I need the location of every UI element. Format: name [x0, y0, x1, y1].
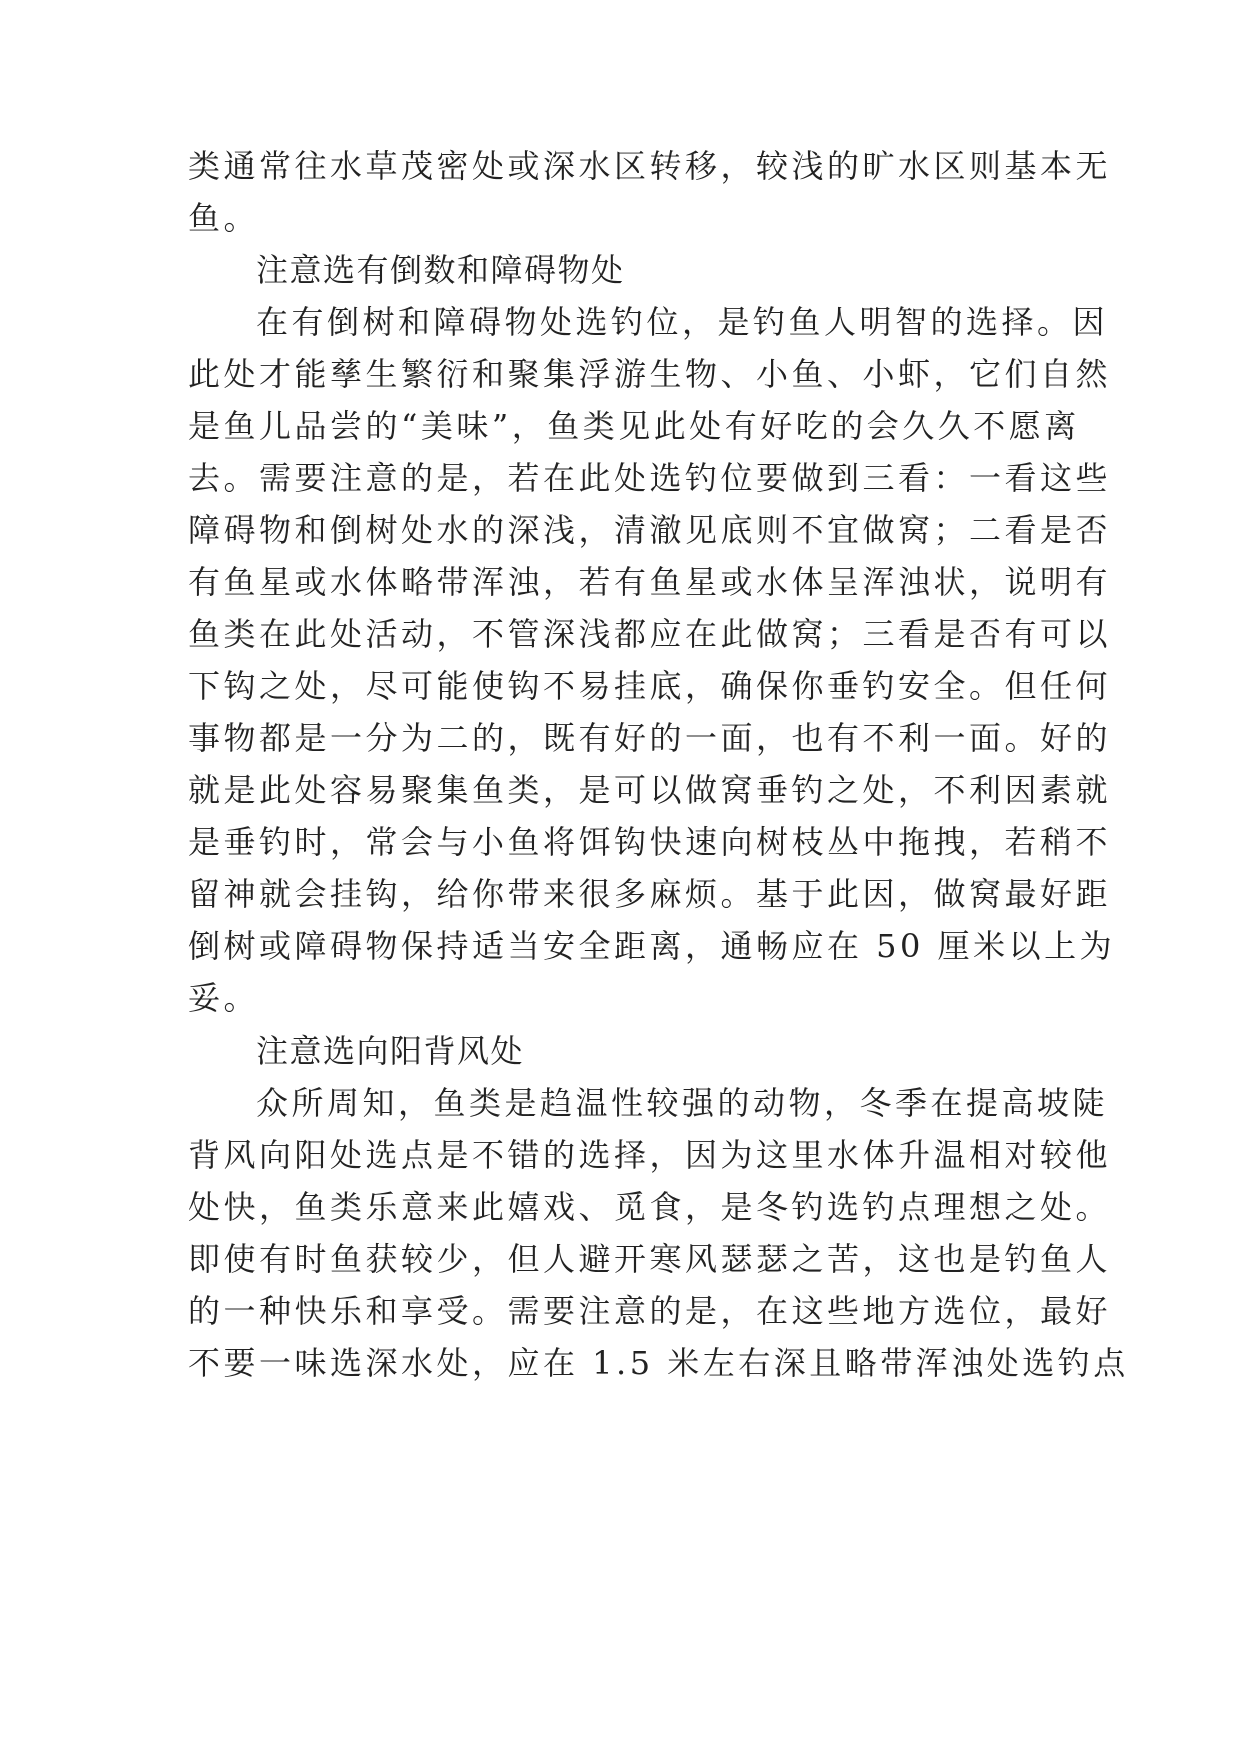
- text-line: 留神就会挂钩，给你带来很多麻烦。基于此因，做窝最好距: [188, 875, 1112, 913]
- section-heading: 注意选有倒数和障碍物处: [256, 251, 625, 289]
- text-line: 妥。: [188, 979, 260, 1017]
- text-line: 是鱼儿品尝的“美味”，鱼类见此处有好吃的会久久不愿离: [188, 407, 1080, 445]
- text-line: 下钩之处，尽可能使钩不易挂底，确保你垂钓安全。但任何: [188, 667, 1112, 705]
- text-line: 是垂钓时，常会与小鱼将饵钩快速向树枝丛中拖拽，若稍不: [188, 823, 1112, 861]
- text-line: 就是此处容易聚集鱼类，是可以做窝垂钓之处，不利因素就: [188, 771, 1112, 809]
- text-line: 不要一味选深水处，应在 1.5 米左右深且略带浑浊处选钓点: [188, 1344, 1129, 1382]
- text-line: 的一种快乐和享受。需要注意的是，在这些地方选位，最好: [188, 1292, 1112, 1330]
- text-line: 去。需要注意的是，若在此处选钓位要做到三看：一看这些: [188, 459, 1112, 497]
- text-line: 此处才能孳生繁衍和聚集浮游生物、小鱼、小虾，它们自然: [188, 355, 1112, 393]
- text-line: 有鱼星或水体略带浑浊，若有鱼星或水体呈浑浊状，说明有: [188, 563, 1112, 601]
- text-line: 鱼。: [188, 199, 260, 237]
- section-heading: 注意选向阳背风处: [256, 1032, 525, 1070]
- text-line: 类通常往水草茂密处或深水区转移，较浅的旷水区则基本无: [188, 147, 1112, 185]
- text-line: 事物都是一分为二的，既有好的一面，也有不利一面。好的: [188, 719, 1112, 757]
- text-line: 即使有时鱼获较少，但人避开寒风瑟瑟之苦，这也是钓鱼人: [188, 1240, 1112, 1278]
- text-line: 背风向阳处选点是不错的选择，因为这里水体升温相对较他: [188, 1136, 1112, 1174]
- text-line: 鱼类在此处活动，不管深浅都应在此做窝；三看是否有可以: [188, 615, 1112, 653]
- text-line: 倒树或障碍物保持适当安全距离，通畅应在 50 厘米以上为: [188, 927, 1116, 965]
- text-line: 众所周知，鱼类是趋温性较强的动物，冬季在提高坡陡: [256, 1084, 1109, 1122]
- text-line: 障碍物和倒树处水的深浅，清澈见底则不宜做窝；二看是否: [188, 511, 1112, 549]
- text-line: 处快，鱼类乐意来此嬉戏、觅食，是冬钓选钓点理想之处。: [188, 1188, 1112, 1226]
- text-line: 在有倒树和障碍物处选钓位，是钓鱼人明智的选择。因: [256, 303, 1109, 341]
